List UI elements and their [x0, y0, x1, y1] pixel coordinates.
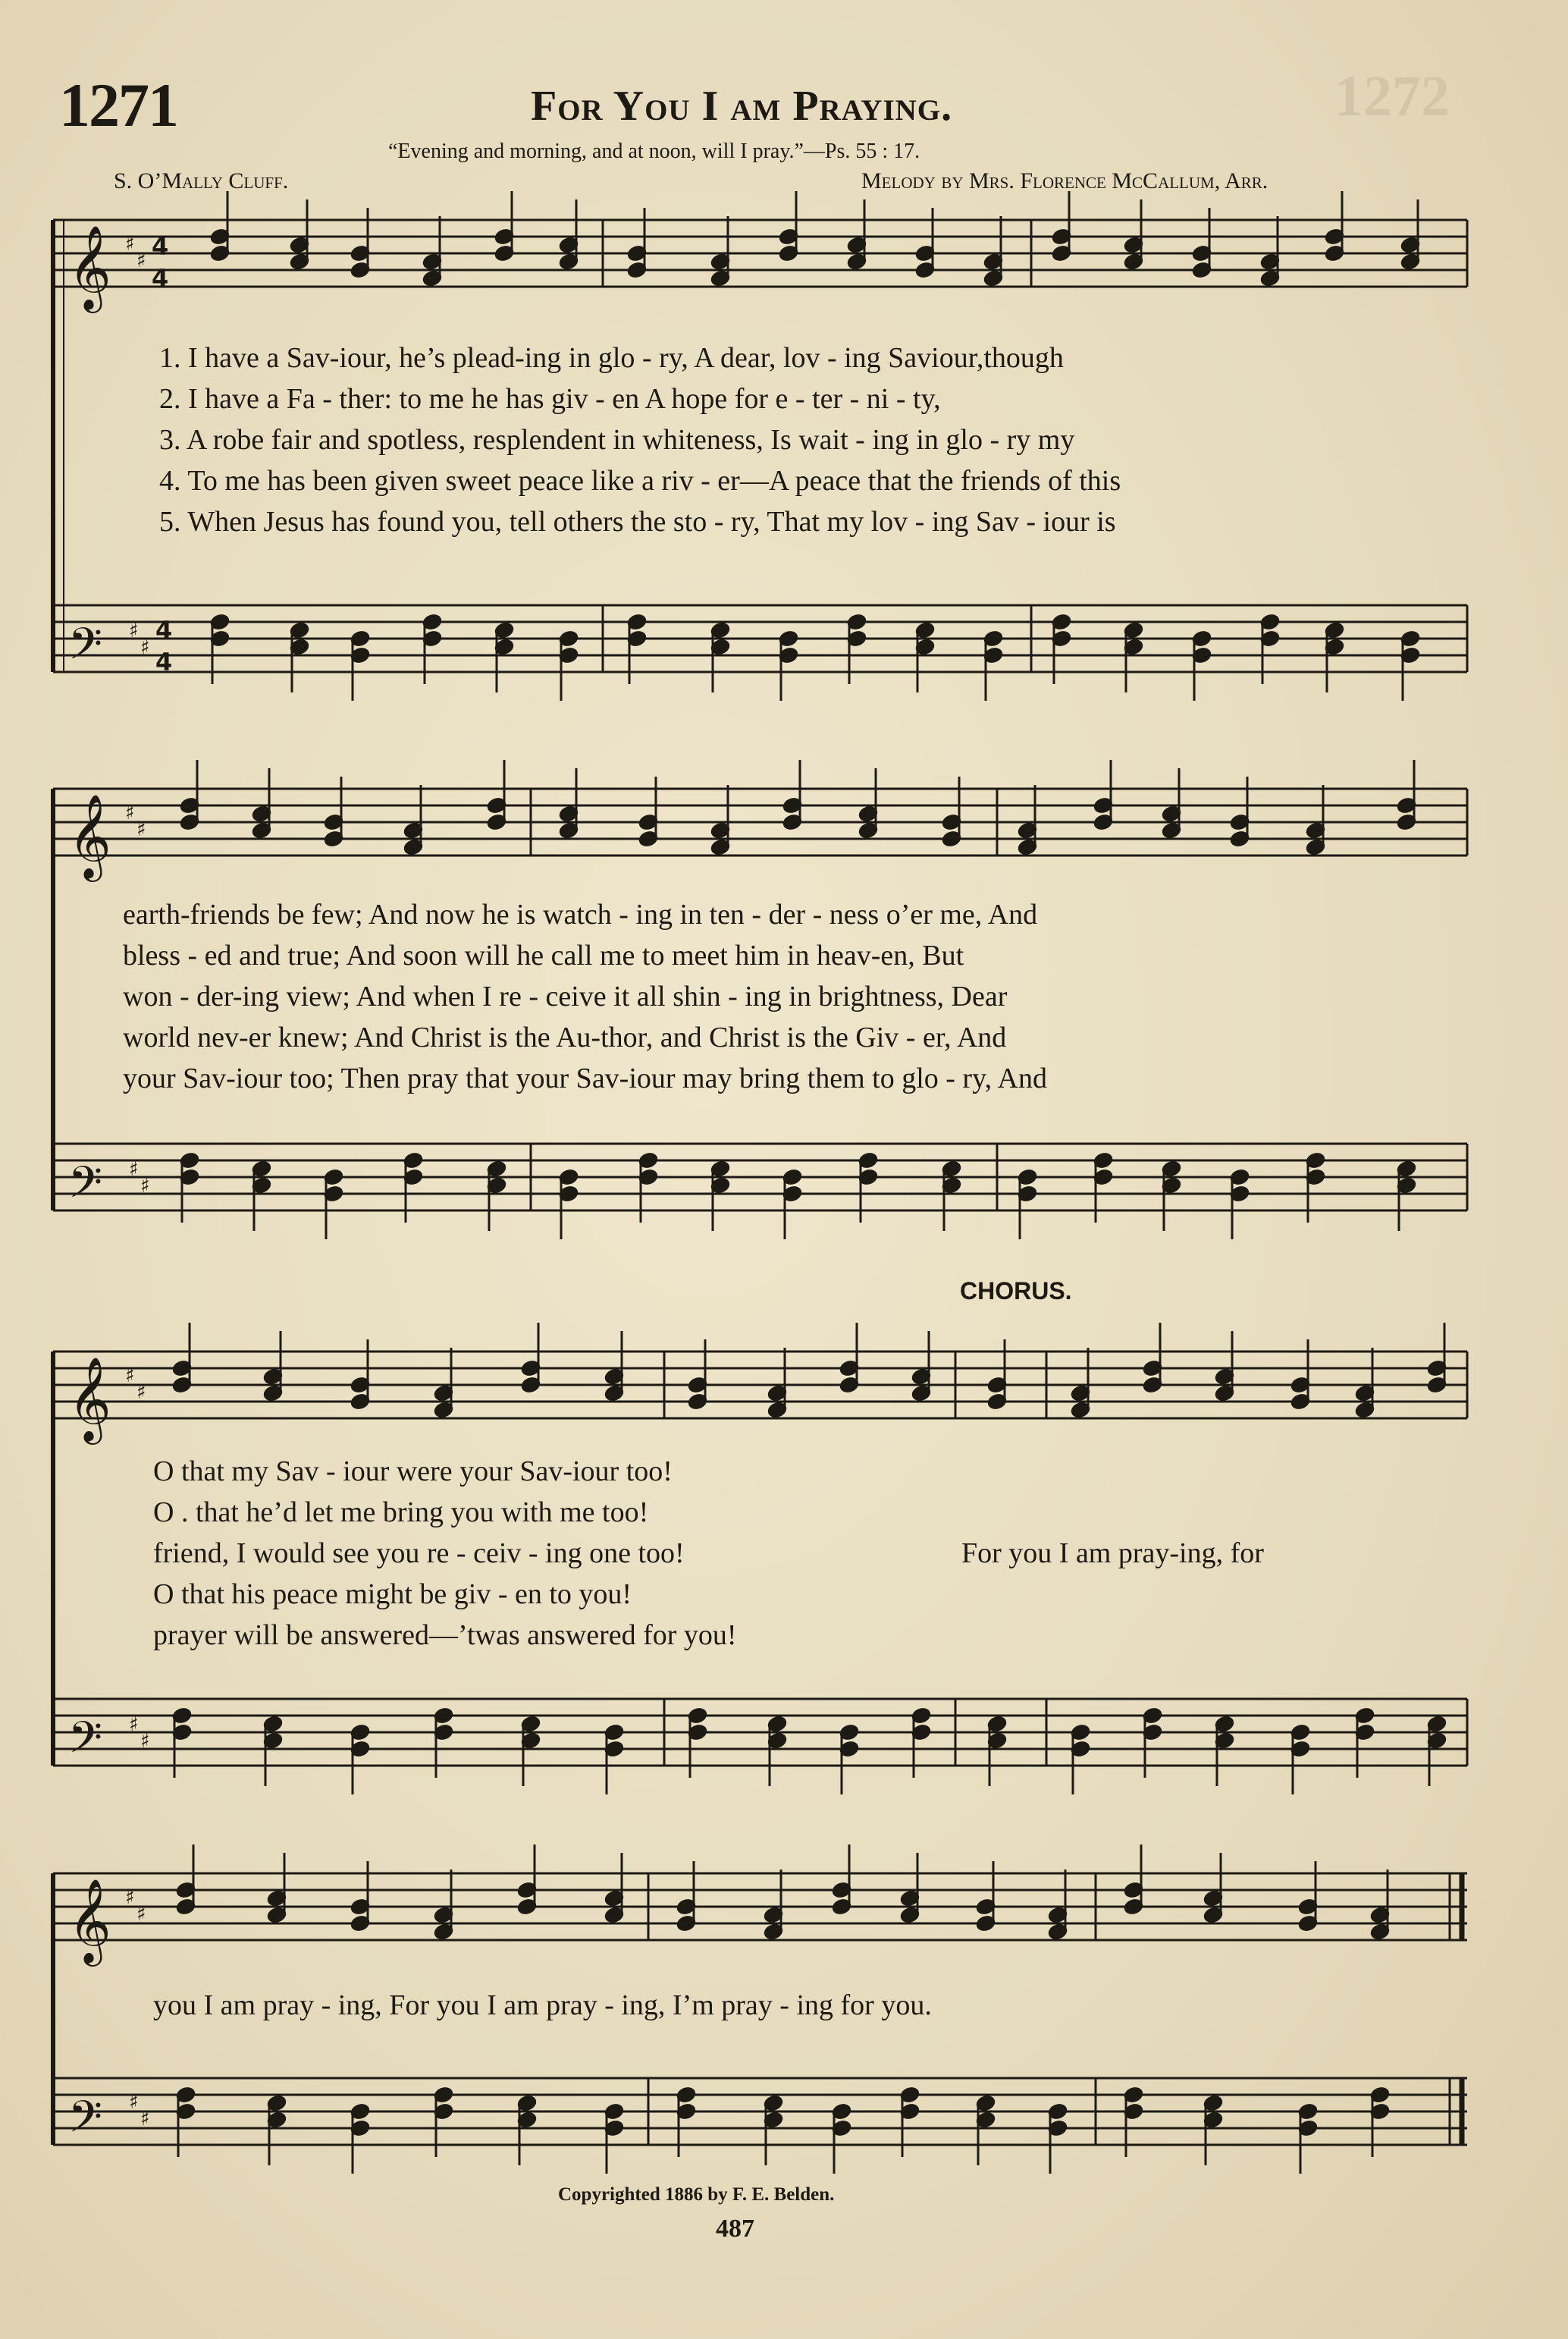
treble-staff-1 — [53, 220, 1467, 287]
verse-line: won - der-ing view; And when I re - ceive it all shin - ing in brightness, Dear — [123, 981, 1008, 1013]
verse-line: 3. A robe fair and spotless, resplendent in whiteness, Is wait - ing in glo - ry my — [159, 424, 1075, 456]
treble-staff-2 — [53, 789, 1467, 856]
lyricist-credit: S. O’Mally Cluff. — [114, 168, 289, 193]
svg-text:♯: ♯ — [125, 1364, 135, 1387]
svg-text:♯: ♯ — [129, 2091, 139, 2114]
copyright-notice: Copyrighted 1886 by F. E. Belden. — [558, 2184, 835, 2205]
verse-line: earth-friends be few; And now he is watch - ing in ten - der - ness o’er me, And — [123, 899, 1038, 931]
composer-credit: Melody by Mrs. Florence McCallum, Arr. — [861, 168, 1269, 193]
bass-clef-icon: 𝄢 — [68, 1157, 103, 1219]
svg-text:♯: ♯ — [125, 802, 135, 824]
verse-line: 4. To me has been given sweet peace like a riv - er—A peace that the friends of this — [159, 465, 1121, 497]
verse-line: world nev-er knew; And Christ is the Au-thor, and Christ is the Giv - er, And — [123, 1022, 1007, 1053]
bass-staff-1 — [53, 605, 1467, 672]
page-number: 487 — [716, 2215, 754, 2243]
treble-clef-icon: 𝄞 — [68, 793, 111, 878]
chorus-label: CHORUS. — [960, 1277, 1072, 1305]
svg-text:♯: ♯ — [129, 620, 139, 642]
verse-line: friend, I would see you re - ceiv - ing one too! — [153, 1537, 685, 1569]
verse-line: bless - ed and true; And soon will he call me to meet him in heav-en, But — [123, 940, 964, 972]
hymn-number: 1271 — [59, 71, 177, 140]
treble-clef-icon: 𝄞 — [68, 1356, 111, 1441]
verse-line: prayer will be answered—’twas answered for you! — [153, 1619, 737, 1651]
final-chorus-line: you I am pray - ing, For you I am pray - ing, I’m pray - ing for you. — [153, 1989, 932, 2021]
treble-staff-3 — [53, 1352, 1467, 1418]
treble-staff-4 — [53, 1873, 1467, 1940]
bass-staff-4 — [53, 2078, 1467, 2145]
svg-text:♯: ♯ — [136, 818, 146, 841]
verse-line: O that his peace might be giv - en to you! — [153, 1578, 632, 1610]
verse-line: O that my Sav - iour were your Sav-iour too! — [153, 1455, 673, 1487]
svg-text:♯: ♯ — [129, 1713, 139, 1736]
svg-text:4: 4 — [152, 232, 169, 261]
treble-clef-icon: 𝄞 — [68, 1878, 111, 1963]
verse-line: 1. I have a Sav-iour, he’s plead-ing in glo - ry, A dear, lov - ing Saviour,though — [159, 342, 1064, 374]
verse-line: your Sav-iour too; Then pray that your Sav-iour may bring them to glo - ry, And — [123, 1063, 1047, 1094]
treble-clef-icon: 𝄞 — [68, 224, 111, 309]
bass-staff-2 — [53, 1144, 1467, 1210]
svg-text:♯: ♯ — [140, 2108, 150, 2130]
svg-text:♯: ♯ — [129, 1158, 139, 1181]
bass-clef-icon: 𝄢 — [68, 618, 103, 680]
svg-text:4: 4 — [155, 616, 173, 645]
verse-line: 2. I have a Fa - ther: to me he has giv - en A hope for e - ter - ni - ty, — [159, 383, 941, 415]
svg-text:♯: ♯ — [140, 636, 150, 659]
svg-text:♯: ♯ — [125, 233, 135, 256]
svg-text:♯: ♯ — [136, 1381, 146, 1404]
svg-text:♯: ♯ — [140, 1175, 150, 1198]
bass-clef-icon: 𝄢 — [68, 2091, 103, 2153]
chorus-line: For you I am pray-ing, for — [961, 1537, 1264, 1569]
svg-text:4: 4 — [152, 264, 169, 293]
svg-text:♯: ♯ — [136, 1903, 146, 1926]
svg-text:4: 4 — [155, 648, 173, 677]
verse-line: 5. When Jesus has found you, tell others the sto - ry, That my lov - ing Sav - iour is — [159, 506, 1116, 538]
scripture-reference: “Evening and morning, and at noon, will I pray.”—Ps. 55 : 17. — [388, 140, 920, 163]
hymn-title: For You I am Praying. — [531, 83, 953, 130]
bass-clef-icon: 𝄢 — [68, 1712, 103, 1774]
svg-text:♯: ♯ — [136, 250, 146, 272]
verse-line: O . that he’d let me bring you with me too! — [153, 1496, 649, 1528]
svg-text:♯: ♯ — [140, 1730, 150, 1753]
bleed-through-hymn-number: 1272 — [1334, 64, 1450, 128]
svg-text:♯: ♯ — [125, 1886, 135, 1909]
